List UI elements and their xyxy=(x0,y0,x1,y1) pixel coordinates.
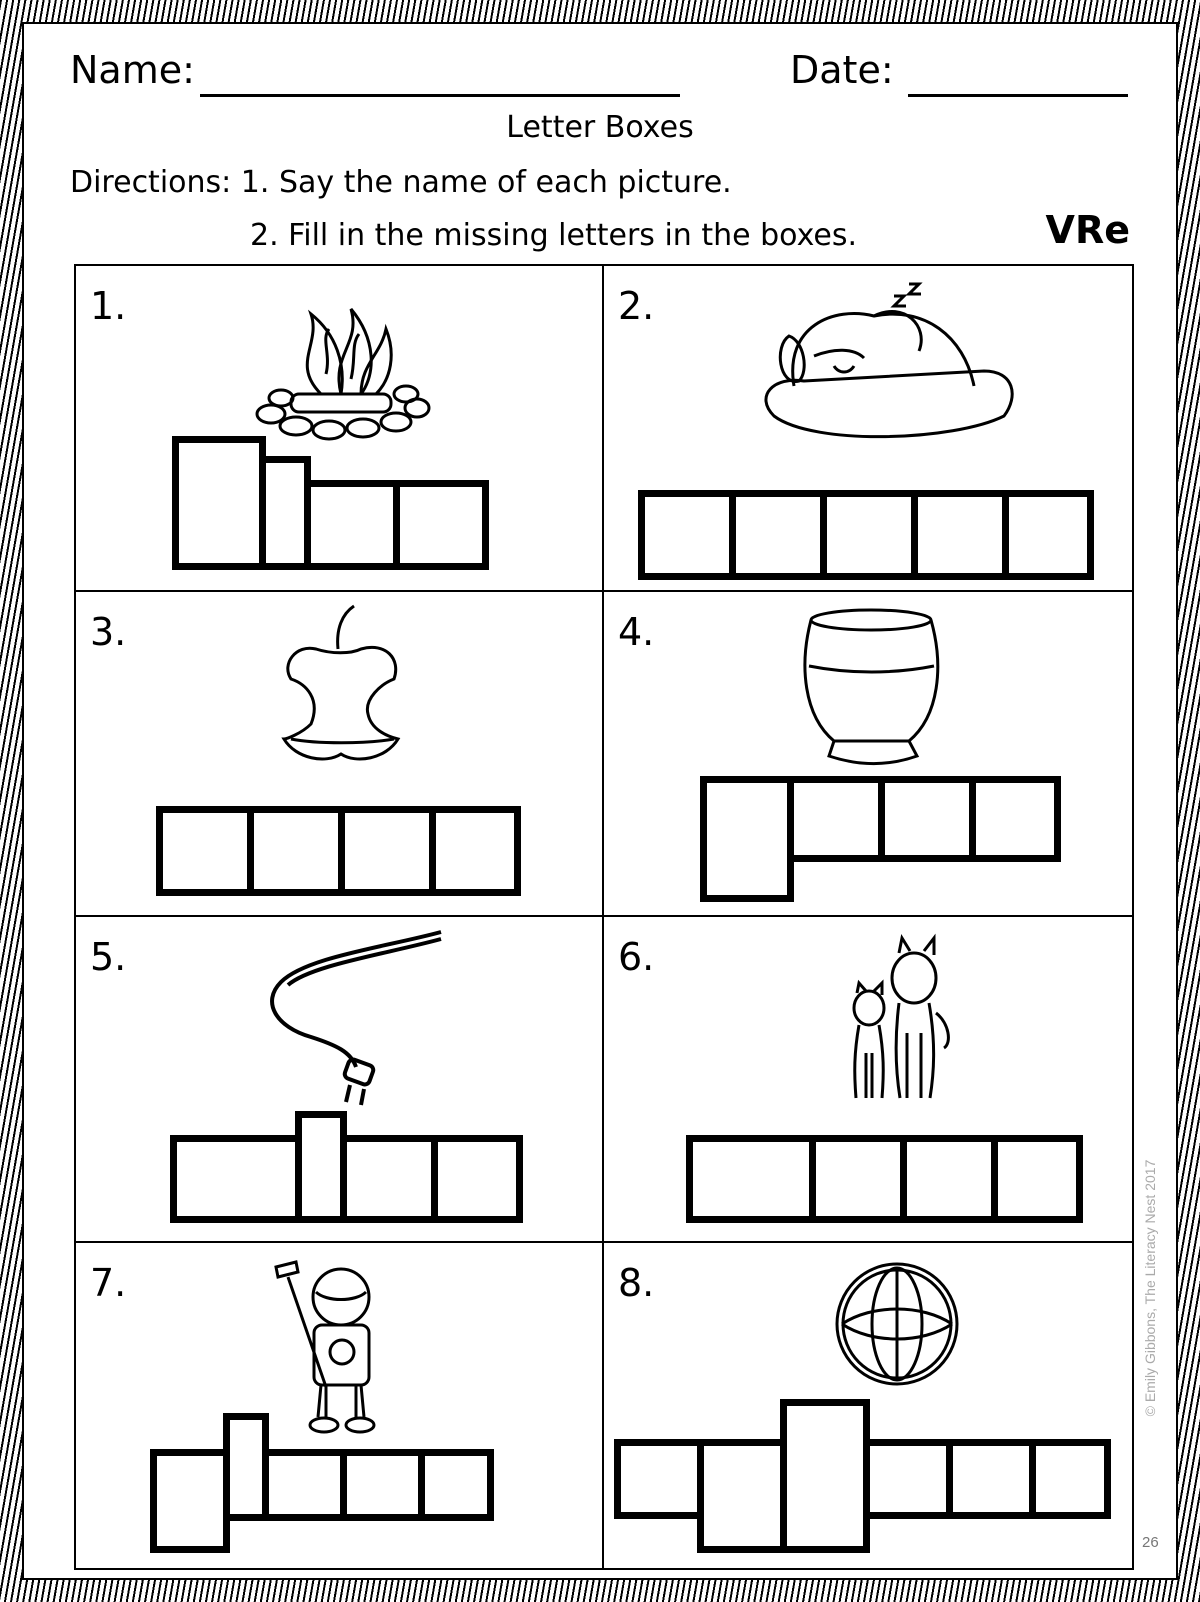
letter-box[interactable] xyxy=(172,436,266,570)
letter-box[interactable] xyxy=(1002,490,1094,580)
worksheet-title: Letter Boxes xyxy=(506,110,694,145)
item-cell-4 xyxy=(604,592,1132,918)
directions-line-1: Directions: 1. Say the name of each picture. xyxy=(70,165,732,200)
letter-box[interactable] xyxy=(338,806,436,896)
ponies-icon xyxy=(844,933,954,1108)
letter-box[interactable] xyxy=(780,1399,870,1553)
name-label: Name: xyxy=(70,48,195,92)
letter-box[interactable] xyxy=(969,776,1061,862)
letter-box[interactable] xyxy=(170,1135,302,1223)
item-number: 2. xyxy=(618,284,655,328)
letter-box[interactable] xyxy=(638,490,736,580)
item-number: 3. xyxy=(90,609,127,654)
letter-box[interactable] xyxy=(787,776,885,862)
letter-box[interactable] xyxy=(431,1135,523,1223)
letter-box[interactable] xyxy=(304,480,400,570)
item-cell-7 xyxy=(76,1243,604,1569)
directions-line-2: 2. Fill in the missing letters in the boxes. xyxy=(250,218,858,253)
letter-box[interactable] xyxy=(863,1439,953,1519)
letter-box[interactable] xyxy=(429,806,521,896)
globe-icon xyxy=(832,1259,962,1389)
vase-icon xyxy=(799,606,944,766)
copyright-notice xyxy=(1140,1140,1160,1440)
letter-box[interactable] xyxy=(262,1449,347,1521)
item-cell-8 xyxy=(604,1243,1132,1569)
item-cell-1 xyxy=(76,266,604,592)
letter-box[interactable] xyxy=(393,480,489,570)
letter-box[interactable] xyxy=(340,1449,425,1521)
item-cell-3 xyxy=(76,592,604,918)
letter-box[interactable] xyxy=(809,1135,907,1223)
apple-core-icon xyxy=(276,604,406,769)
letter-box[interactable] xyxy=(820,490,918,580)
item-number: 6. xyxy=(618,935,655,979)
letter-box[interactable] xyxy=(247,806,345,896)
letter-box[interactable] xyxy=(340,1135,438,1223)
item-number: 5. xyxy=(90,935,127,979)
electric-plug-icon xyxy=(266,927,446,1107)
child-covering-eyes-icon xyxy=(266,1257,396,1442)
letter-box[interactable] xyxy=(418,1449,494,1521)
page-number: 26 xyxy=(1142,1534,1159,1551)
letter-box[interactable] xyxy=(729,490,827,580)
campfire-icon xyxy=(251,294,431,444)
letter-box[interactable] xyxy=(878,776,976,862)
copyright-text: © Emily Gibbons, The Literacy Nest 2017 xyxy=(1142,1159,1158,1417)
letter-box[interactable] xyxy=(697,1439,787,1553)
name-field-line[interactable] xyxy=(200,94,680,97)
sleeping-dog-icon xyxy=(754,276,1024,446)
letter-box[interactable] xyxy=(614,1439,704,1519)
letter-box[interactable] xyxy=(686,1135,816,1223)
item-cell-6 xyxy=(604,917,1132,1243)
letter-box-grid xyxy=(74,264,1134,1570)
letter-box[interactable] xyxy=(900,1135,998,1223)
item-number: 7. xyxy=(90,1260,127,1305)
item-cell-5 xyxy=(76,917,604,1243)
letter-box[interactable] xyxy=(991,1135,1083,1223)
letter-box[interactable] xyxy=(700,776,794,902)
item-number: 8. xyxy=(618,1260,655,1305)
item-number: 4. xyxy=(618,609,655,654)
item-number: 1. xyxy=(90,284,127,328)
item-cell-2 xyxy=(604,266,1132,592)
date-label: Date: xyxy=(790,48,894,92)
level-code: VRe xyxy=(1045,208,1130,252)
letter-box[interactable] xyxy=(911,490,1009,580)
date-field-line[interactable] xyxy=(908,94,1128,97)
letter-box[interactable] xyxy=(946,1439,1036,1519)
letter-box[interactable] xyxy=(1029,1439,1111,1519)
header-row xyxy=(70,48,1130,108)
letter-box[interactable] xyxy=(156,806,254,896)
letter-box[interactable] xyxy=(150,1449,230,1553)
